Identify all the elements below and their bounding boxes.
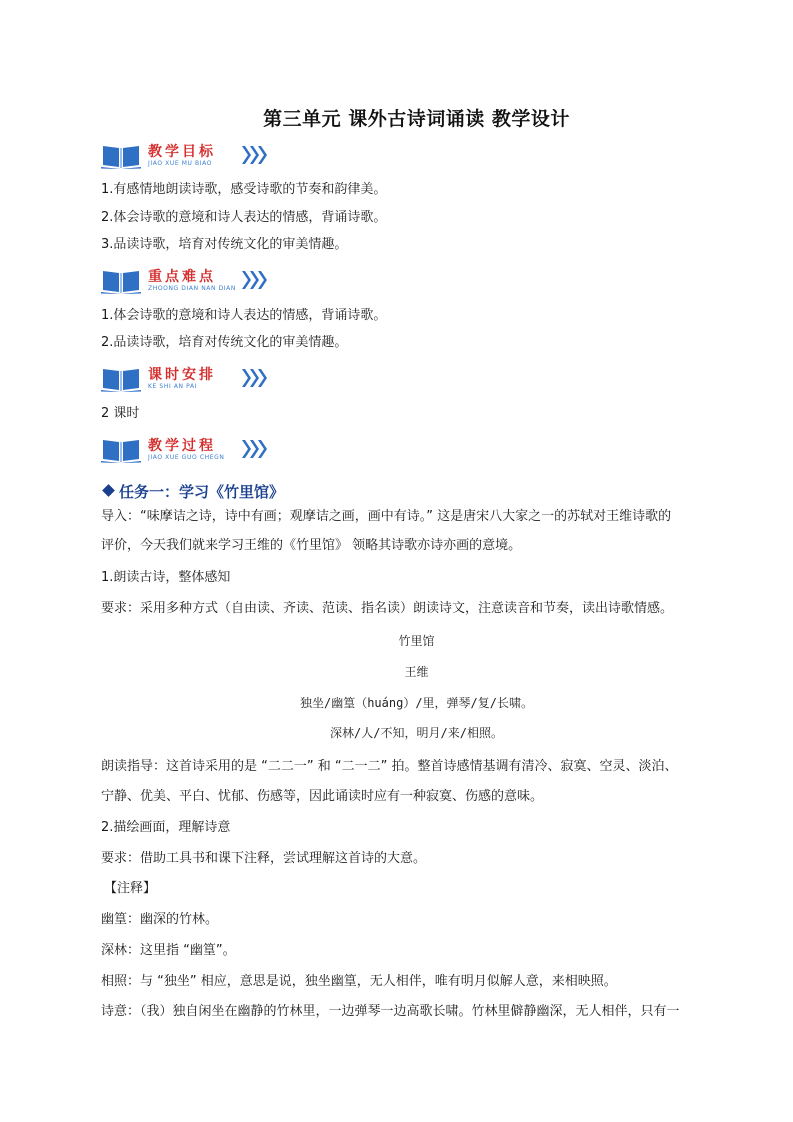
- page-title: 第三单元 课外古诗词诵读 教学设计: [263, 108, 570, 130]
- note-item: 深林：这里指 “幽篁”。: [101, 943, 236, 958]
- intro-line: 评价，今天我们就来学习王维的《竹里馆》 领略其诗歌亦诗亦画的意境。: [101, 538, 522, 553]
- keypoint-item: 2.品读诗歌，培育对传统文化的审美情趣。: [101, 335, 348, 350]
- section-pinyin: JIAO XUE MU BIAO: [148, 160, 213, 167]
- section-header-keypoints: [101, 266, 281, 298]
- section-header-schedule: [101, 364, 281, 396]
- objective-item: 2.体会诗歌的意境和诗人表达的情感，背诵诗歌。: [101, 210, 387, 225]
- reading-guide-line: 朗读指导：这首诗采用的是 “二二一” 和 “二一二” 拍。整首诗感情基调有清冷、寂寞、空灵、淡泊、: [101, 759, 678, 774]
- section-header-objectives: [101, 141, 281, 173]
- section-label: 教学目标: [148, 144, 216, 160]
- step-heading: 2.描绘画面，理解诗意: [101, 820, 231, 835]
- requirement-text: 要求：采用多种方式（自由读、齐读、范读、指名读）朗读诗文，注意读音和节奏，读出诗歌情感。: [101, 601, 674, 616]
- poem-title: 竹里馆: [398, 634, 435, 648]
- keypoint-item: 1.体会诗歌的意境和诗人表达的情感，背诵诗歌。: [101, 308, 387, 323]
- section-label: 教学过程: [148, 438, 216, 454]
- meaning-line: 诗意：（我）独自闲坐在幽静的竹林里，一边弹琴一边高歌长啸。竹林里僻静幽深，无人相伴，只有一: [101, 1004, 680, 1019]
- objective-item: 3.品读诗歌，培育对传统文化的审美情趣。: [101, 237, 348, 252]
- poem-line: 独坐/幽篁（huáng）/里，弹琴/复/长啸。: [299, 696, 534, 710]
- section-pinyin: KE SHI AN PAI: [148, 383, 198, 390]
- chevron-triple-right-icon: [241, 367, 267, 389]
- chevron-triple-right-icon: [241, 144, 267, 166]
- note-item: 相照：与 “独坐” 相应，意思是说，独坐幽篁，无人相伴，唯有明月似解人意，来相映照。: [101, 974, 617, 989]
- diamond-icon: [102, 484, 115, 497]
- section-label: 课时安排: [148, 367, 216, 383]
- schedule-text: 2 课时: [101, 406, 140, 421]
- chevron-triple-right-icon: [241, 269, 267, 291]
- section-header-process: [101, 435, 281, 467]
- poem-line: 深林/人/不知，明月/来/相照。: [330, 726, 503, 740]
- objective-item: 1.有感情地朗读诗歌，感受诗歌的节奏和韵律美。: [101, 182, 387, 197]
- note-item: 幽篁：幽深的竹林。: [101, 912, 219, 927]
- section-pinyin: ZHOONG DIAN NAN DIAN: [148, 285, 236, 292]
- intro-line: 导入：“味摩诘之诗，诗中有画；观摩诘之画，画中有诗。” 这是唐宋八大家之一的苏轼对王维诗歌的: [101, 509, 672, 524]
- open-book-icon: [101, 143, 141, 169]
- section-label: 重点难点: [148, 269, 216, 285]
- open-book-icon: [101, 268, 141, 294]
- poem-author: 王维: [404, 665, 429, 679]
- reading-guide-line: 宁静、优美、平白、忧郁、伤感等，因此诵读时应有一种寂寞、伤感的意味。: [101, 789, 544, 804]
- section-pinyin: JIAO XUE GUO CHEGN: [148, 454, 225, 461]
- chevron-triple-right-icon: [241, 438, 267, 460]
- notes-header: 【注释】: [104, 881, 157, 896]
- task-title: 任务一：学习《竹里馆》: [119, 483, 285, 501]
- open-book-icon: [101, 366, 141, 392]
- task-heading: [104, 481, 284, 502]
- requirement-text: 要求：借助工具书和课下注释，尝试理解这首诗的大意。: [101, 851, 427, 866]
- open-book-icon: [101, 437, 141, 463]
- step-heading: 1.朗读古诗，整体感知: [101, 570, 231, 585]
